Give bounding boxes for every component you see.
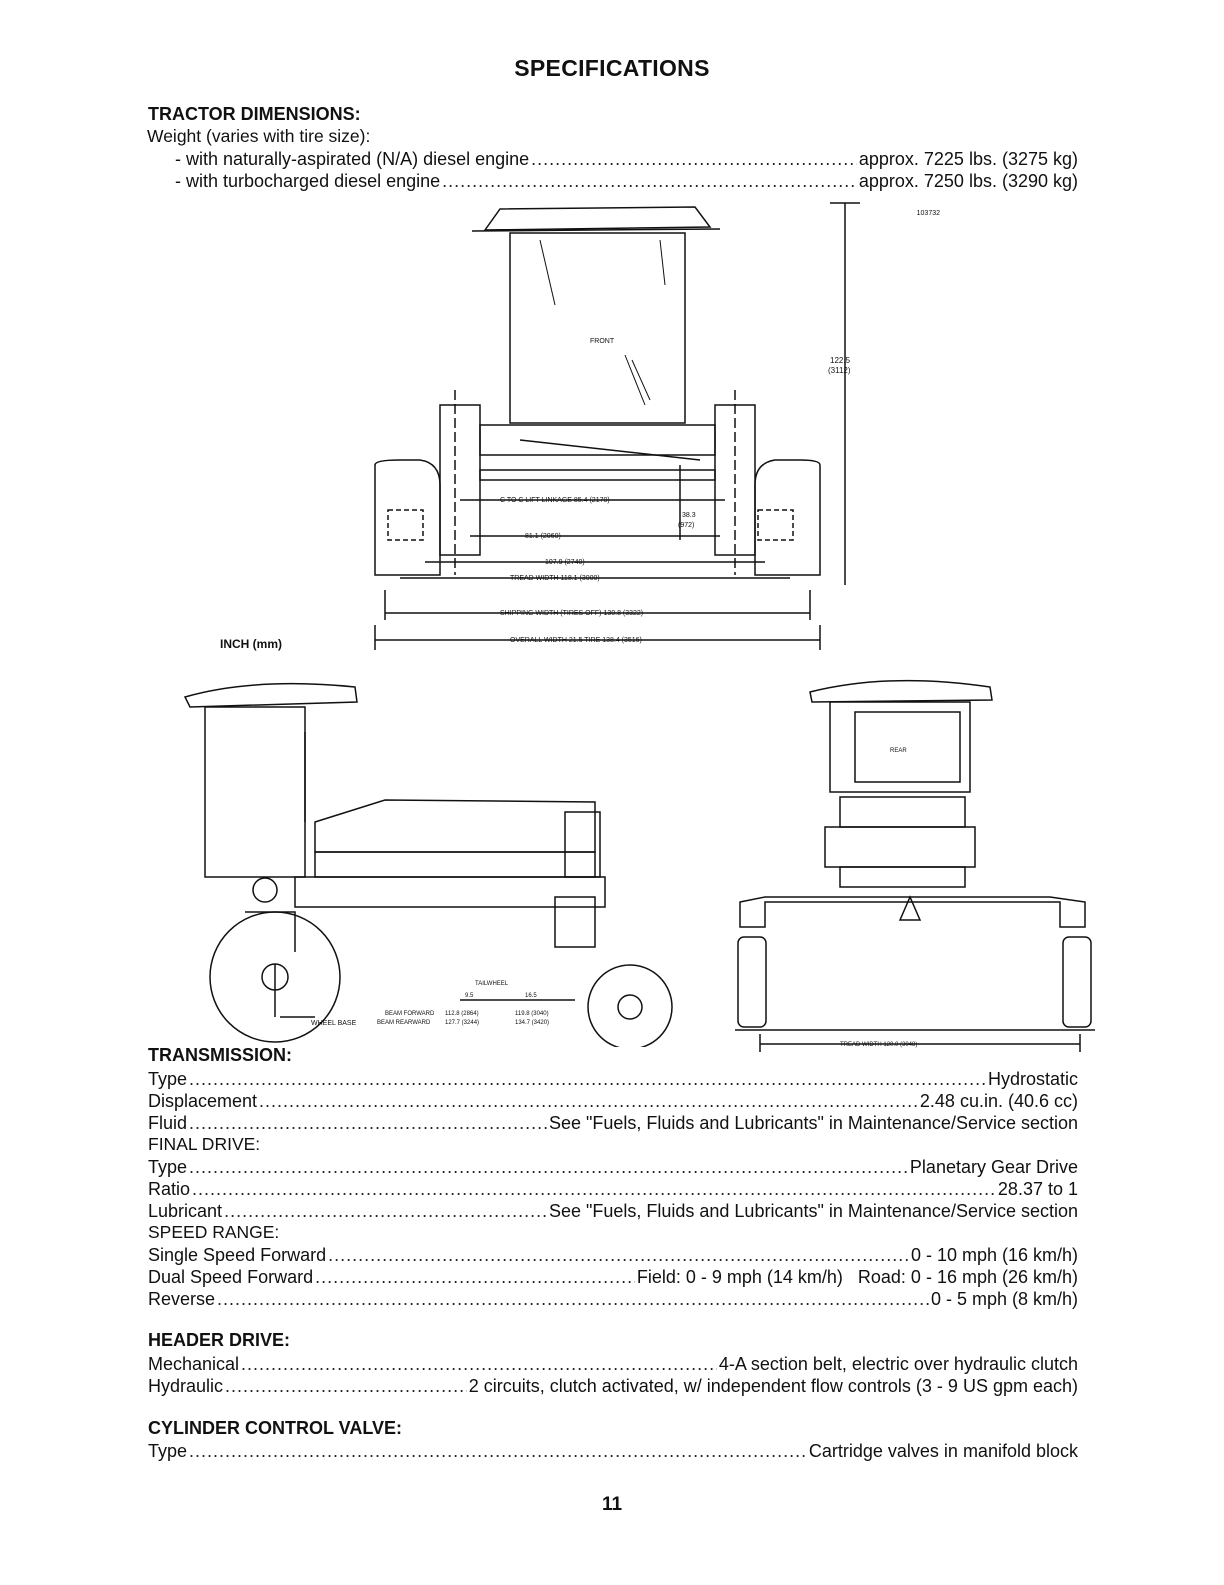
- page-title: SPECIFICATIONS: [514, 55, 710, 81]
- dim-81: 81.1 (2060): [525, 533, 561, 540]
- dim-overall-width: OVERALL WIDTH 21.5 TIRE 138.4 (3516): [510, 637, 642, 644]
- beam-forward-label: BEAM FORWARD: [385, 1011, 435, 1017]
- spec-value: 0 - 10 mph (16 km/h): [910, 1245, 1078, 1265]
- spec-label: Lubricant: [148, 1201, 223, 1221]
- page-number: 11: [601, 1494, 623, 1515]
- spec-row: [148, 1156, 1078, 1178]
- beam-rearward-a: 127.7 (3244): [445, 1020, 480, 1026]
- spec-value: approx. 7225 lbs. (3275 kg): [858, 149, 1078, 169]
- drawing-number: 103732: [916, 210, 940, 217]
- spec-value: approx. 7250 lbs. (3290 kg): [858, 171, 1078, 191]
- spec-value: 2 circuits, clutch activated, w/ independent flow controls (3 - 9 US gpm each): [468, 1376, 1078, 1396]
- spec-row: [148, 1266, 1078, 1288]
- height-dim-mm: (3112): [828, 366, 851, 375]
- dim-38-mm: (972): [678, 522, 695, 529]
- spec-label: Type: [148, 1157, 188, 1177]
- spec-value: Cartridge valves in manifold block: [808, 1441, 1078, 1461]
- spec-label: Displacement: [148, 1091, 258, 1111]
- spec-label: Fluid: [148, 1113, 188, 1133]
- spec-label: Ratio: [148, 1179, 191, 1199]
- spec-row: [148, 1244, 1078, 1266]
- beam-rearward-label: BEAM REARWARD: [377, 1020, 431, 1026]
- spec-value: Hydrostatic: [987, 1069, 1078, 1089]
- units-label: INCH (mm): [220, 637, 282, 651]
- spec-value: 2.48 cu.in. (40.6 cc): [919, 1091, 1078, 1111]
- spec-label: Reverse: [148, 1289, 216, 1309]
- spec-value: See "Fuels, Fluids and Lubricants" in Maintenance/Service section: [548, 1201, 1078, 1221]
- spec-row: [148, 1200, 1078, 1222]
- speed-range-label: SPEED RANGE:: [148, 1222, 280, 1242]
- header-drive-heading: HEADER DRIVE:: [148, 1330, 291, 1350]
- spec-row: [148, 1353, 1078, 1375]
- final-drive-label: FINAL DRIVE:: [148, 1134, 261, 1154]
- spec-label: Dual Speed Forward: [148, 1267, 314, 1287]
- beam-forward-a: 112.8 (2864): [445, 1011, 479, 1017]
- spec-value: See "Fuels, Fluids and Lubricants" in Maintenance/Service section: [548, 1113, 1078, 1133]
- rear-view-diagram: [730, 672, 1100, 1057]
- spec-label: Hydraulic: [148, 1376, 224, 1396]
- spec-row: [148, 1375, 1078, 1397]
- spec-value: 4-A section belt, electric over hydraulic clutch: [718, 1354, 1078, 1374]
- front-view-diagram: [360, 195, 960, 665]
- side-view-diagram: [175, 672, 685, 1047]
- spec-value: 28.37 to 1: [997, 1179, 1078, 1199]
- spec-row: [148, 1288, 1078, 1310]
- dim-38: 38.3: [682, 512, 696, 519]
- spec-value: Field: 0 - 9 mph (14 km/h) Road: 0 - 16 mph (26 km/h): [636, 1267, 1078, 1287]
- spec-label: Type: [148, 1441, 188, 1461]
- spec-value: 0 - 5 mph (8 km/h): [930, 1289, 1078, 1309]
- front-label: FRONT: [590, 338, 615, 345]
- rear-label: REAR: [890, 748, 907, 754]
- spec-row: [175, 148, 1078, 170]
- rear-tread-width: TREAD WIDTH 120.0 (3048): [840, 1042, 918, 1048]
- dim-c-to-c: C TO C LIFT LINKAGE 85.4 (2170): [500, 497, 610, 504]
- beam-forward-b: 119.8 (3040): [515, 1011, 549, 1017]
- spec-row: [148, 1090, 1078, 1112]
- spec-row: [175, 170, 1078, 192]
- spec-label: - with turbocharged diesel engine: [175, 171, 441, 191]
- spec-label: Mechanical: [148, 1354, 240, 1374]
- spec-row: [148, 1440, 1078, 1462]
- beam-rearward-b: 134.7 (3420): [515, 1020, 550, 1026]
- spec-label: Type: [148, 1069, 188, 1089]
- dim-107: 107.9 (2740): [545, 559, 585, 566]
- spec-label: Single Speed Forward: [148, 1245, 327, 1265]
- weight-label: Weight (varies with tire size):: [147, 126, 371, 146]
- spec-row: [148, 1112, 1078, 1134]
- spec-value: Planetary Gear Drive: [909, 1157, 1078, 1177]
- cylinder-control-valve-heading: CYLINDER CONTROL VALVE:: [148, 1418, 403, 1438]
- dim-tread-width: TREAD WIDTH 118.1 (3000): [510, 575, 600, 582]
- wheel-base-label: WHEEL BASE: [311, 1020, 357, 1027]
- dim-shipping-width: SHIPPING WIDTH (TIRES OFF) 130.8 (3322): [500, 610, 644, 617]
- spec-row: [148, 1068, 1078, 1090]
- tailwheel-b: 16.5: [525, 993, 537, 999]
- spec-row: [148, 1178, 1078, 1200]
- tractor-dimensions-heading: TRACTOR DIMENSIONS:: [148, 104, 361, 124]
- transmission-heading: TRANSMISSION:: [148, 1045, 292, 1065]
- tailwheel-label: TAILWHEEL: [475, 981, 509, 987]
- tailwheel-a: 9.5: [465, 993, 474, 999]
- spec-label: - with naturally-aspirated (N/A) diesel engine: [175, 149, 530, 169]
- height-dim: 122.5: [830, 356, 851, 365]
